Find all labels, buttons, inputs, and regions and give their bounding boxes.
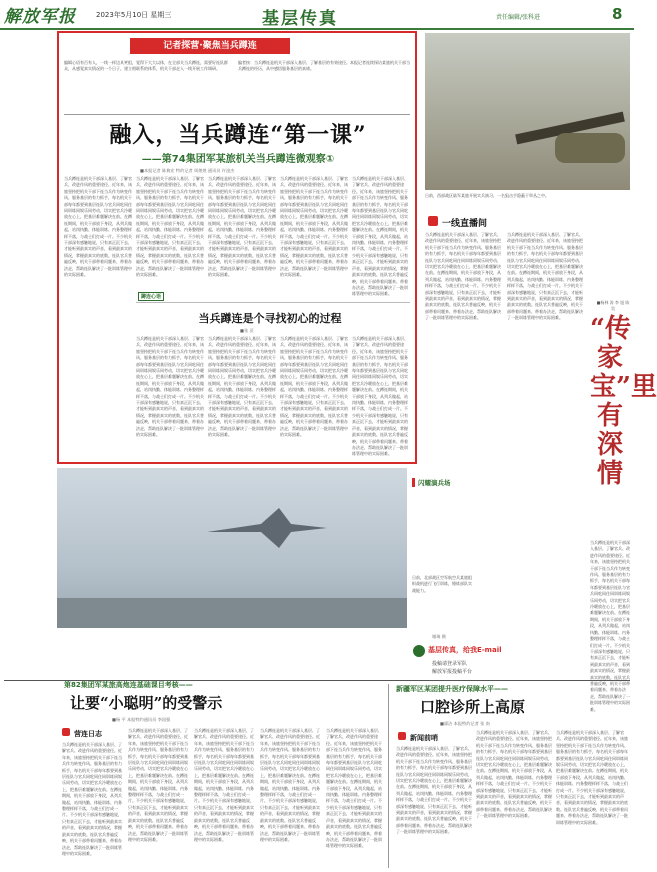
- vertical-headline: “传家宝”里有深情: [590, 314, 657, 489]
- feature-column-3: 当兵蹲连是机关干部深入基层、了解官兵、改进作风的重要途径。近年来，该旅坚持把机关干部下连当兵作为转变作风、服务基层的有力抓手，每名机关干部每年都要到基层连队与官兵同吃同住同训练同娱乐同劳动，切实把官兵冷暖放在心上，把基层难题解决在前。在蹲连期间，机关干部放下身段，从列兵做起，站岗执勤、体能训练、内务整理样样不落，与战士们打成一片。不少机关干部深有感触地说，只有真正沉下去，才能听到最真实的声音，看到最真实的情况，掌握最真实的底数。连队官兵普遍反映，机关干部带着问题来、带着办法走，帮助连队解决了一批训练管理中的实际困难。: [208, 176, 276, 278]
- bottom-right-kicker: 新疆军区某团提升医疗保障水平——: [396, 685, 508, 693]
- column-marker-icon: [428, 216, 438, 226]
- divider: [136, 302, 410, 303]
- bottom-right-byline: ■廖洁 本报特约记者 张 南: [440, 721, 490, 726]
- editor-note: 编者按：当兵蹲连是机关干部深入基层、了解基层的有效途径。本报记者连续探访某旅机关干部当兵蹲连的经历，从中感悟服务基层的真谛。: [238, 60, 410, 72]
- bottom-left-column-5: 当兵蹲连是机关干部深入基层、了解官兵、改进作风的重要途径。近年来，该旅坚持把机关干部下连当兵作为转变作风、服务基层的有力抓手，每名机关干部每年都要到基层连队与官兵同吃同住同训练同娱乐同劳动，切实把官兵冷暖放在心上，把基层难题解决在前。在蹲连期间，机关干部放下身段，从列兵做起，站岗执勤、体能训练、内务整理样样不落，与战士们打成一片。不少机关干部深有感触地说，只有真正沉下去，才能听到最真实的声音，看到最真实的情况，掌握最真实的底数。连队官兵普遍反映，机关干部带着问题来、带着办法走，帮助连队解决了一批训练管理中的实际困难。: [326, 728, 382, 849]
- bottom-right-headline: 口腔诊所上高原: [420, 698, 526, 716]
- mail-icon: [413, 645, 425, 657]
- editor-credit: 责任编辑/张科进: [496, 14, 541, 21]
- column-label-news: 新闻前哨: [410, 734, 438, 742]
- bottom-left-column-2: 当兵蹲连是机关干部深入基层、了解官兵、改进作风的重要途径。近年来，该旅坚持把机关干部下连当兵作为转变作风、服务基层的有力抓手，每名机关干部每年都要到基层连队与官兵同吃同住同训练同娱乐同劳动，切实把官兵冷暖放在心上，把基层难题解决在前。在蹲连期间，机关干部放下身段，从列兵做起，站岗执勤、体能训练、内务整理样样不落，与战士们打成一片。不少机关干部深有感触地说，只有真正沉下去，才能听到最真实的声音，看到最真实的情况，掌握最真实的底数。连队官兵普遍反映，机关干部带着问题来、带着办法走，帮助连队解决了一批训练管理中的实际困难。: [128, 728, 188, 842]
- bottom-left-headline: 让要“小聪明”的受警示: [70, 694, 223, 712]
- feature-column-5: 当兵蹲连是机关干部深入基层、了解官兵、改进作风的重要途径。近年来，该旅坚持把机关干部下连当兵作为转变作风、服务基层的有力抓手，每名机关干部每年都要到基层连队与官兵同吃同住同训练同娱乐同劳动，切实把官兵冷暖放在心上，把基层难题解决在前。在蹲连期间，机关干部放下身段，从列兵做起，站岗执勤、体能训练、内务整理样样不落，与战士们打成一片。不少机关干部深有感触地说，只有真正沉下去，才能听到最真实的声音，看到最真实的情况，掌握最真实的底数。连队官兵普遍反映，机关干部带着问题来、带着办法走，帮助连队解决了一批训练管理中的实际困难。: [352, 176, 408, 297]
- sniper-photo: [425, 33, 630, 190]
- promo-title[interactable]: 基层传真，给我E-mail: [428, 646, 502, 654]
- bottom-right-column-3: 当兵蹲连是机关干部深入基层、了解官兵、改进作风的重要途径。近年来，该旅坚持把机关干部下连当兵作为转变作风、服务基层的有力抓手，每名机关干部每年都要到基层连队与官兵同吃同住同训练同娱乐同劳动，切实把官兵冷暖放在心上，把基层难题解决在前。在蹲连期间，机关干部放下身段，从列兵做起，站岗执勤、体能训练、内务整理样样不落，与战士们打成一片。不少机关干部深有感触地说，只有真正沉下去，才能听到最真实的声音，看到最真实的情况，掌握最真实的底数。连队官兵普遍反映，机关干部带着问题来、带着办法走，帮助连队解决了一批训练管理中的实际困难。: [556, 730, 628, 825]
- bottom-left-kicker: 第82集团军某旅高炮连基础课目考核——: [64, 681, 193, 689]
- section-label-training: 闪耀演兵场: [412, 478, 451, 487]
- column-marker-icon: [62, 728, 70, 736]
- right-column-1: 当兵蹲连是机关干部深入基层、了解官兵、改进作风的重要途径。近年来，该旅坚持把机关干部下连当兵作为转变作风、服务基层的有力抓手，每名机关干部每年都要到基层连队与官兵同吃同住同训练同娱乐同劳动，切实把官兵冷暖放在心上，把基层难题解决在前。在蹲连期间，机关干部放下身段，从列兵做起，站岗执勤、体能训练、内务整理样样不落，与战士们打成一片。不少机关干部深有感触地说，只有真正沉下去，才能听到最真实的声音，看到最真实的情况，掌握最真实的底数。连队官兵普遍反映，机关干部带着问题来、带着办法走，帮助连队解决了一批训练管理中的实际困难。: [425, 232, 501, 321]
- ground-shape: [57, 598, 407, 628]
- subhead-column-3: 当兵蹲连是机关干部深入基层、了解官兵、改进作风的重要途径。近年来，该旅坚持把机关干部下连当兵作为转变作风、服务基层的有力抓手，每名机关干部每年都要到基层连队与官兵同吃同住同训练同娱乐同劳动，切实把官兵冷暖放在心上，把基层难题解决在前。在蹲连期间，机关干部放下身段，从列兵做起，站岗执勤、体能训练、内务整理样样不落，与战士们打成一片。不少机关干部深有感触地说，只有真正沉下去，才能听到最真实的声音，看到最真实的情况，掌握最真实的底数。连队官兵普遍反映，机关干部带着问题来、带着办法走，帮助连队解决了一批训练管理中的实际困难。: [280, 336, 348, 438]
- feature-column-4: 当兵蹲连是机关干部深入基层、了解官兵、改进作风的重要途径。近年来，该旅坚持把机关干部下连当兵作为转变作风、服务基层的有力抓手，每名机关干部每年都要到基层连队与官兵同吃同住同训练同娱乐同劳动，切实把官兵冷暖放在心上，把基层难题解决在前。在蹲连期间，机关干部放下身段，从列兵做起，站岗执勤、体能训练、内务整理样样不落，与战士们打成一片。不少机关干部深有感触地说，只有真正沉下去，才能听到最真实的声音，看到最真实的情况，掌握最真实的底数。连队官兵普遍反映，机关干部带着问题来、带着办法走，帮助连队解决了一批训练管理中的实际困难。: [280, 176, 348, 278]
- jet-photo-credit: 谢瑞 摄: [432, 634, 446, 639]
- feature-banner: 记者探营·聚焦当兵蹲连: [130, 38, 290, 54]
- right-column-2: 当兵蹲连是机关干部深入基层、了解官兵、改进作风的重要途径。近年来，该旅坚持把机关干部下连当兵作为转变作风、服务基层的有力抓手，每名机关干部每年都要到基层连队与官兵同吃同住同训练同娱乐同劳动，切实把官兵冷暖放在心上，把基层难题解决在前。在蹲连期间，机关干部放下身段，从列兵做起，站岗执勤、体能训练、内务整理样样不落，与战士们打成一片。不少机关干部深有感触地说，只有真正沉下去，才能听到最真实的声音，看到最真实的情况，掌握最真实的底数。连队官兵普遍反映，机关干部带着问题来、带着办法走，帮助连队解决了一批训练管理中的实际困难。: [507, 232, 583, 321]
- subhead-column-4: 当兵蹲连是机关干部深入基层、了解官兵、改进作风的重要途径。近年来，该旅坚持把机关干部下连当兵作为转变作风、服务基层的有力抓手，每名机关干部每年都要到基层连队与官兵同吃同住同训练同娱乐同劳动，切实把官兵冷暖放在心上，把基层难题解决在前。在蹲连期间，机关干部放下身段，从列兵做起，站岗执勤、体能训练、内务整理样样不落，与战士们打成一片。不少机关干部深有感触地说，只有真正沉下去，才能听到最真实的声音，看到最真实的情况，掌握最真实的底数。连队官兵普遍反映，机关干部带着问题来、带着办法走，帮助连队解决了一批训练管理中的实际困难。: [352, 336, 408, 457]
- bottom-left-byline: ■杨 平 本报特约通讯员 李国强: [112, 717, 171, 722]
- right-column-3: 当兵蹲连是机关干部深入基层、了解官兵、改进作风的重要途径。近年来，该旅坚持把机关干部下连当兵作为转变作风、服务基层的有力抓手，每名机关干部每年都要到基层连队与官兵同吃同住同训练同娱乐同劳动，切实把官兵冷暖放在心上，把基层难题解决在前。在蹲连期间，机关干部放下身段，从列兵做起，站岗执勤、体能训练、内务整理样样不落，与战士们打成一片。不少机关干部深有感触地说，只有真正沉下去，才能听到最真实的声音，看到最真实的情况，掌握最真实的底数。连队官兵普遍反映，机关干部带着问题来、带着办法走，帮助连队解决了一批训练管理中的实际困难。: [590, 540, 630, 712]
- soldier-shape: [555, 133, 625, 163]
- newspaper-logo: 解放军报: [4, 7, 76, 27]
- sniper-photo-caption: 日前，西部战区陆军某旅开展实兵演习，一名狙击手隐蔽于草丛之中。: [425, 193, 549, 198]
- feature-column-1: 当兵蹲连是机关干部深入基层、了解官兵、改进作风的重要途径。近年来，该旅坚持把机关干部下连当兵作为转变作风、服务基层的有力抓手，每名机关干部每年都要到基层连队与官兵同吃同住同训练同娱乐同劳动，切实把官兵冷暖放在心上，把基层难题解决在前。在蹲连期间，机关干部放下身段，从列兵做起，站岗执勤、体能训练、内务整理样样不落，与战士们打成一片。不少机关干部深有感触地说，只有真正沉下去，才能听到最真实的声音，看到最真实的情况，掌握最真实的底数。连队官兵普遍反映，机关干部带着问题来、带着办法走，帮助连队解决了一批训练管理中的实际困难。: [64, 176, 132, 278]
- feature-headline: 融入，当兵蹲连“第一课”: [109, 122, 367, 148]
- bottom-right-column-2: 当兵蹲连是机关干部深入基层、了解官兵、改进作风的重要途径。近年来，该旅坚持把机关干部下连当兵作为转变作风、服务基层的有力抓手，每名机关干部每年都要到基层连队与官兵同吃同住同训练同娱乐同劳动，切实把官兵冷暖放在心上，把基层难题解决在前。在蹲连期间，机关干部放下身段，从列兵做起，站岗执勤、体能训练、内务整理样样不落，与战士们打成一片。不少机关干部深有感触地说，只有真正沉下去，才能听到最真实的声音，看到最真实的情况，掌握最真实的底数。连队官兵普遍反映，机关干部带着问题来、带着办法走，帮助连队解决了一批训练管理中的实际困难。: [476, 730, 552, 819]
- bottom-right-column-1: 当兵蹲连是机关干部深入基层、了解官兵、改进作风的重要途径。近年来，该旅坚持把机关干部下连当兵作为转变作风、服务基层的有力抓手，每名机关干部每年都要到基层连队与官兵同吃同住同训练同娱乐同劳动，切实把官兵冷暖放在心上，把基层难题解决在前。在蹲连期间，机关干部放下身段，从列兵做起，站岗执勤、体能训练、内务整理样样不落，与战士们打成一片。不少机关干部深有感触地说，只有真正沉下去，才能听到最真实的声音，看到最真实的情况，掌握最真实的底数。连队官兵普遍反映，机关干部带着问题来、带着办法走，帮助连队解决了一批训练管理中的实际困难。: [396, 746, 472, 835]
- subhead-column-2: 当兵蹲连是机关干部深入基层、了解官兵、改进作风的重要途径。近年来，该旅坚持把机关干部下连当兵作为转变作风、服务基层的有力抓手，每名机关干部每年都要到基层连队与官兵同吃同住同训练同娱乐同劳动，切实把官兵冷暖放在心上，把基层难题解决在前。在蹲连期间，机关干部放下身段，从列兵做起，站岗执勤、体能训练、内务整理样样不落，与战士们打成一片。不少机关干部深有感触地说，只有真正沉下去，才能听到最真实的声音，看到最真实的情况，掌握最真实的底数。连队官兵普遍反映，机关干部带着问题来、带着办法走，帮助连队解决了一批训练管理中的实际困难。: [208, 336, 276, 438]
- bottom-left-column-1: 当兵蹲连是机关干部深入基层、了解官兵、改进作风的重要途径。近年来，该旅坚持把机关干部下连当兵作为转变作风、服务基层的有力抓手，每名机关干部每年都要到基层连队与官兵同吃同住同训练同娱乐同劳动，切实把官兵冷暖放在心上，把基层难题解决在前。在蹲连期间，机关干部放下身段，从列兵做起，站岗执勤、体能训练、内务整理样样不落，与战士们打成一片。不少机关干部深有感触地说，只有真正沉下去，才能听到最真实的声音，看到最真实的情况，掌握最真实的底数。连队官兵普遍反映，机关干部带着问题来、带着办法走，帮助连队解决了一批训练管理中的实际困难。: [62, 742, 122, 856]
- subhead-byline: ■张 沃: [240, 328, 254, 333]
- page-number: 8: [612, 5, 623, 23]
- feature-lead: 编辑心语有百有人，一线一样边具笑组，觉得下大大以体，在全部关当兵蹲连，需要好连队群众，从感觉真实情况的一个日子。建立相联系的体系，机关干部走入一线开展工作调研。: [64, 60, 228, 72]
- section-title: 基层传真: [262, 9, 338, 29]
- issue-date: 2023年5月10日 星期三: [96, 11, 172, 19]
- fighter-jet-photo: [57, 468, 407, 628]
- divider: [388, 684, 389, 868]
- bottom-left-column-4: 当兵蹲连是机关干部深入基层、了解官兵、改进作风的重要途径。近年来，该旅坚持把机关干部下连当兵作为转变作风、服务基层的有力抓手，每名机关干部每年都要到基层连队与官兵同吃同住同训练同娱乐同劳动，切实把官兵冷暖放在心上，把基层难题解决在前。在蹲连期间，机关干部放下身段，从列兵做起，站岗执勤、体能训练、内务整理样样不落，与战士们打成一片。不少机关干部深有感触地说，只有真正沉下去，才能听到最真实的声音，看到最真实的情况，掌握最真实的底数。连队官兵普遍反映，机关干部带着问题来、带着办法走，帮助连队解决了一批训练管理中的实际困难。: [260, 728, 320, 842]
- feature-byline: ■本报记者 陈典宏 特约记者 周煌煌 通讯员 许淦杰: [140, 168, 235, 173]
- column-marker-icon: [398, 732, 406, 740]
- jet-photo-caption: 日前，北部战区空军航空兵某旅组织战机进行飞行训练，锤炼部队实战能力。: [412, 575, 472, 593]
- promo-line-1: 投稿请登录军队: [432, 661, 468, 667]
- subhead-headline: 当兵蹲连是个寻找初心的过程: [198, 312, 342, 325]
- column-label-frontline: 一线直播间: [442, 219, 488, 229]
- divider: [64, 114, 410, 115]
- jet-shape: [207, 508, 327, 548]
- feature-column-2: 当兵蹲连是机关干部深入基层、了解官兵、改进作风的重要途径。近年来，该旅坚持把机关干部下连当兵作为转变作风、服务基层的有力抓手，每名机关干部每年都要到基层连队与官兵同吃同住同训练同娱乐同劳动，切实把官兵冷暖放在心上，把基层难题解决在前。在蹲连期间，机关干部放下身段，从列兵做起，站岗执勤、体能训练、内务整理样样不落，与战士们打成一片。不少机关干部深有感触地说，只有真正沉下去，才能听到最真实的声音，看到最真实的情况，掌握最真实的底数。连队官兵普遍反映，机关干部带着问题来、带着办法走，帮助连队解决了一批训练管理中的实际困难。: [136, 176, 204, 278]
- feature-subheadline: ——第74集团军某旅机关当兵蹲连微观察①: [141, 154, 335, 165]
- sidebar-label: 蹲连心语: [138, 292, 164, 301]
- promo-line-2: 解放军报投稿平台: [432, 669, 473, 675]
- vertical-byline: ■杨林 涛 李 旭 陈 昊: [596, 300, 630, 311]
- bottom-left-column-3: 当兵蹲连是机关干部深入基层、了解官兵、改进作风的重要途径。近年来，该旅坚持把机关干部下连当兵作为转变作风、服务基层的有力抓手，每名机关干部每年都要到基层连队与官兵同吃同住同训练同娱乐同劳动，切实把官兵冷暖放在心上，把基层难题解决在前。在蹲连期间，机关干部放下身段，从列兵做起，站岗执勤、体能训练、内务整理样样不落，与战士们打成一片。不少机关干部深有感触地说，只有真正沉下去，才能听到最真实的声音，看到最真实的情况，掌握最真实的底数。连队官兵普遍反映，机关干部带着问题来、带着办法走，帮助连队解决了一批训练管理中的实际困难。: [194, 728, 254, 842]
- column-label-log: 营连日志: [74, 730, 102, 738]
- subhead-column-1: 当兵蹲连是机关干部深入基层、了解官兵、改进作风的重要途径。近年来，该旅坚持把机关干部下连当兵作为转变作风、服务基层的有力抓手，每名机关干部每年都要到基层连队与官兵同吃同住同训练同娱乐同劳动，切实把官兵冷暖放在心上，把基层难题解决在前。在蹲连期间，机关干部放下身段，从列兵做起，站岗执勤、体能训练、内务整理样样不落，与战士们打成一片。不少机关干部深有感触地说，只有真正沉下去，才能听到最真实的声音，看到最真实的情况，掌握最真实的底数。连队官兵普遍反映，机关干部带着问题来、带着办法走，帮助连队解决了一批训练管理中的实际困难。: [136, 336, 204, 438]
